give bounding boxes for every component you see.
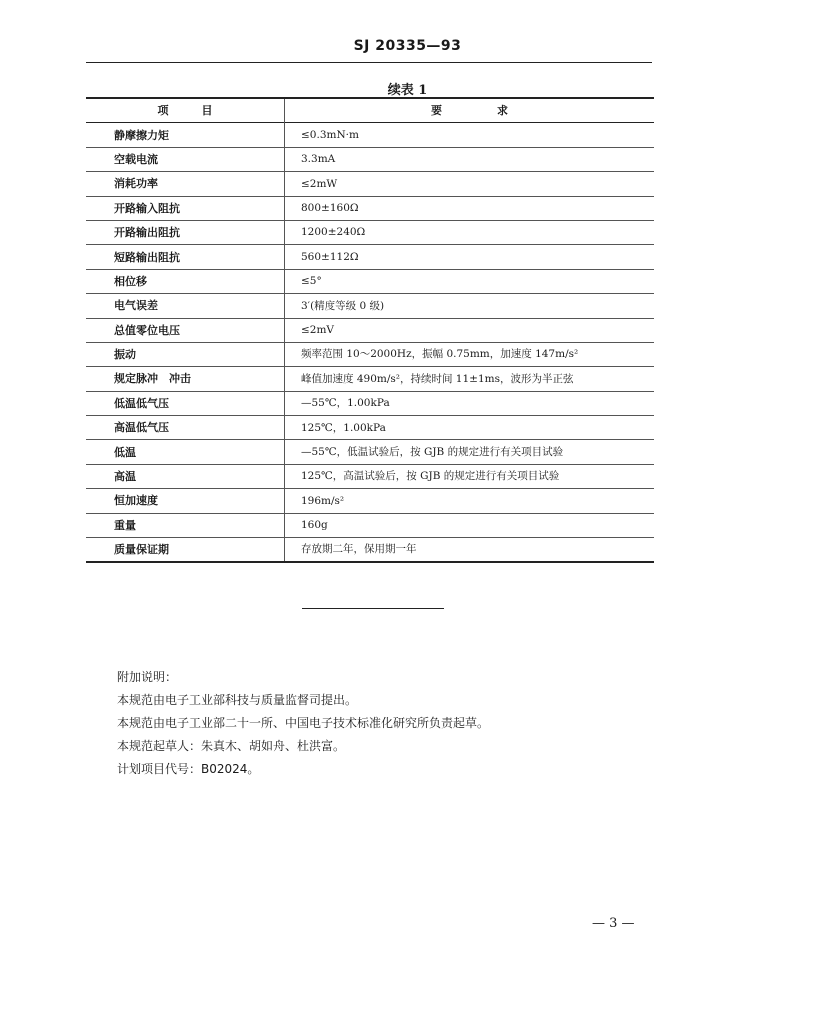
table-row	[86, 391, 654, 415]
row-item: 恒加速度	[86, 489, 285, 513]
row-requirement: 196m/s²	[301, 494, 345, 507]
table-row	[86, 123, 654, 147]
table-row	[86, 147, 654, 171]
row-requirement: —55℃，低温试验后，按 GJB 的规定进行有关项目试验	[301, 445, 564, 458]
row-item: 低温低气压	[86, 391, 285, 415]
row-item: 质量保证期	[86, 538, 285, 563]
row-item: 低温	[86, 440, 285, 464]
header-requirement: 要 求	[431, 104, 508, 118]
row-item: 开路输入阻抗	[86, 196, 285, 220]
row-requirement: 800±160Ω	[301, 202, 359, 214]
note-line: 本规范由电子工业部科技与质量监督司提出。	[117, 693, 358, 707]
row-requirement: 频率范围 10～2000Hz，振幅 0.75mm，加速度 147m/s²	[301, 348, 579, 361]
row-requirement: 560±112Ω	[301, 250, 359, 263]
row-requirement: ≤2mW	[301, 177, 338, 190]
section-divider	[302, 608, 444, 609]
row-item: 规定脉冲 冲击	[86, 367, 285, 391]
note-line: 本规范由电子工业部二十一所、中国电子技术标准化研究所负责起草。	[117, 716, 490, 730]
header-item: 项 目	[86, 98, 285, 123]
row-item: 总值零位电压	[86, 318, 285, 342]
additional-notes	[117, 666, 489, 781]
table-row	[86, 440, 654, 464]
table-row	[86, 538, 654, 563]
row-requirement: 峰值加速度 490m/s²，持续时间 11±1ms，波形为半正弦	[301, 372, 574, 385]
row-item: 高温低气压	[86, 416, 285, 440]
row-requirement: 160g	[301, 519, 328, 532]
row-requirement: ≤2mV	[301, 323, 335, 336]
row-item: 短路输出阻抗	[86, 245, 285, 269]
row-item: 重量	[86, 513, 285, 537]
table-row	[86, 172, 654, 196]
table-row	[86, 269, 654, 293]
notes-title: 附加说明：	[117, 670, 178, 684]
row-requirement: 3′(精度等级 0 级)	[301, 299, 385, 312]
row-item: 振动	[86, 342, 285, 366]
table-row	[86, 245, 654, 269]
table-row	[86, 464, 654, 488]
row-item: 电气误差	[86, 294, 285, 318]
table-header-row	[86, 98, 654, 123]
table-row	[86, 318, 654, 342]
row-requirement: 125℃，1.00kPa	[301, 421, 386, 434]
row-requirement: 3.3mA	[301, 153, 336, 166]
row-requirement: ≤0.3mN·m	[301, 128, 359, 141]
header-rule	[86, 62, 652, 63]
row-requirement: 1200±240Ω	[301, 226, 366, 239]
row-requirement: ≤5°	[301, 275, 322, 288]
page-number: — 3 —	[592, 916, 635, 931]
table-row	[86, 342, 654, 366]
row-item: 空载电流	[86, 147, 285, 171]
standard-code: SJ 20335—93	[353, 38, 462, 54]
row-item: 相位移	[86, 269, 285, 293]
table-row	[86, 367, 654, 391]
table-row	[86, 513, 654, 537]
spec-table	[86, 97, 654, 563]
table-row	[86, 196, 654, 220]
note-line: 计划项目代号：B02024。	[117, 762, 260, 776]
row-item: 消耗功率	[86, 172, 285, 196]
row-requirement: 125℃，高温试验后，按 GJB 的规定进行有关项目试验	[301, 470, 560, 483]
row-item: 高温	[86, 464, 285, 488]
row-item: 静摩擦力矩	[86, 123, 285, 147]
row-requirement: —55℃，1.00kPa	[301, 397, 390, 410]
table-row	[86, 294, 654, 318]
table-row	[86, 220, 654, 244]
table-row	[86, 416, 654, 440]
row-requirement: 存放期二年，保用期一年	[301, 543, 417, 556]
table-row	[86, 489, 654, 513]
table-caption: 续表 1	[387, 83, 428, 98]
row-item: 开路输出阻抗	[86, 220, 285, 244]
note-line: 本规范起草人：朱真木、胡如舟、杜洪富。	[117, 739, 346, 753]
